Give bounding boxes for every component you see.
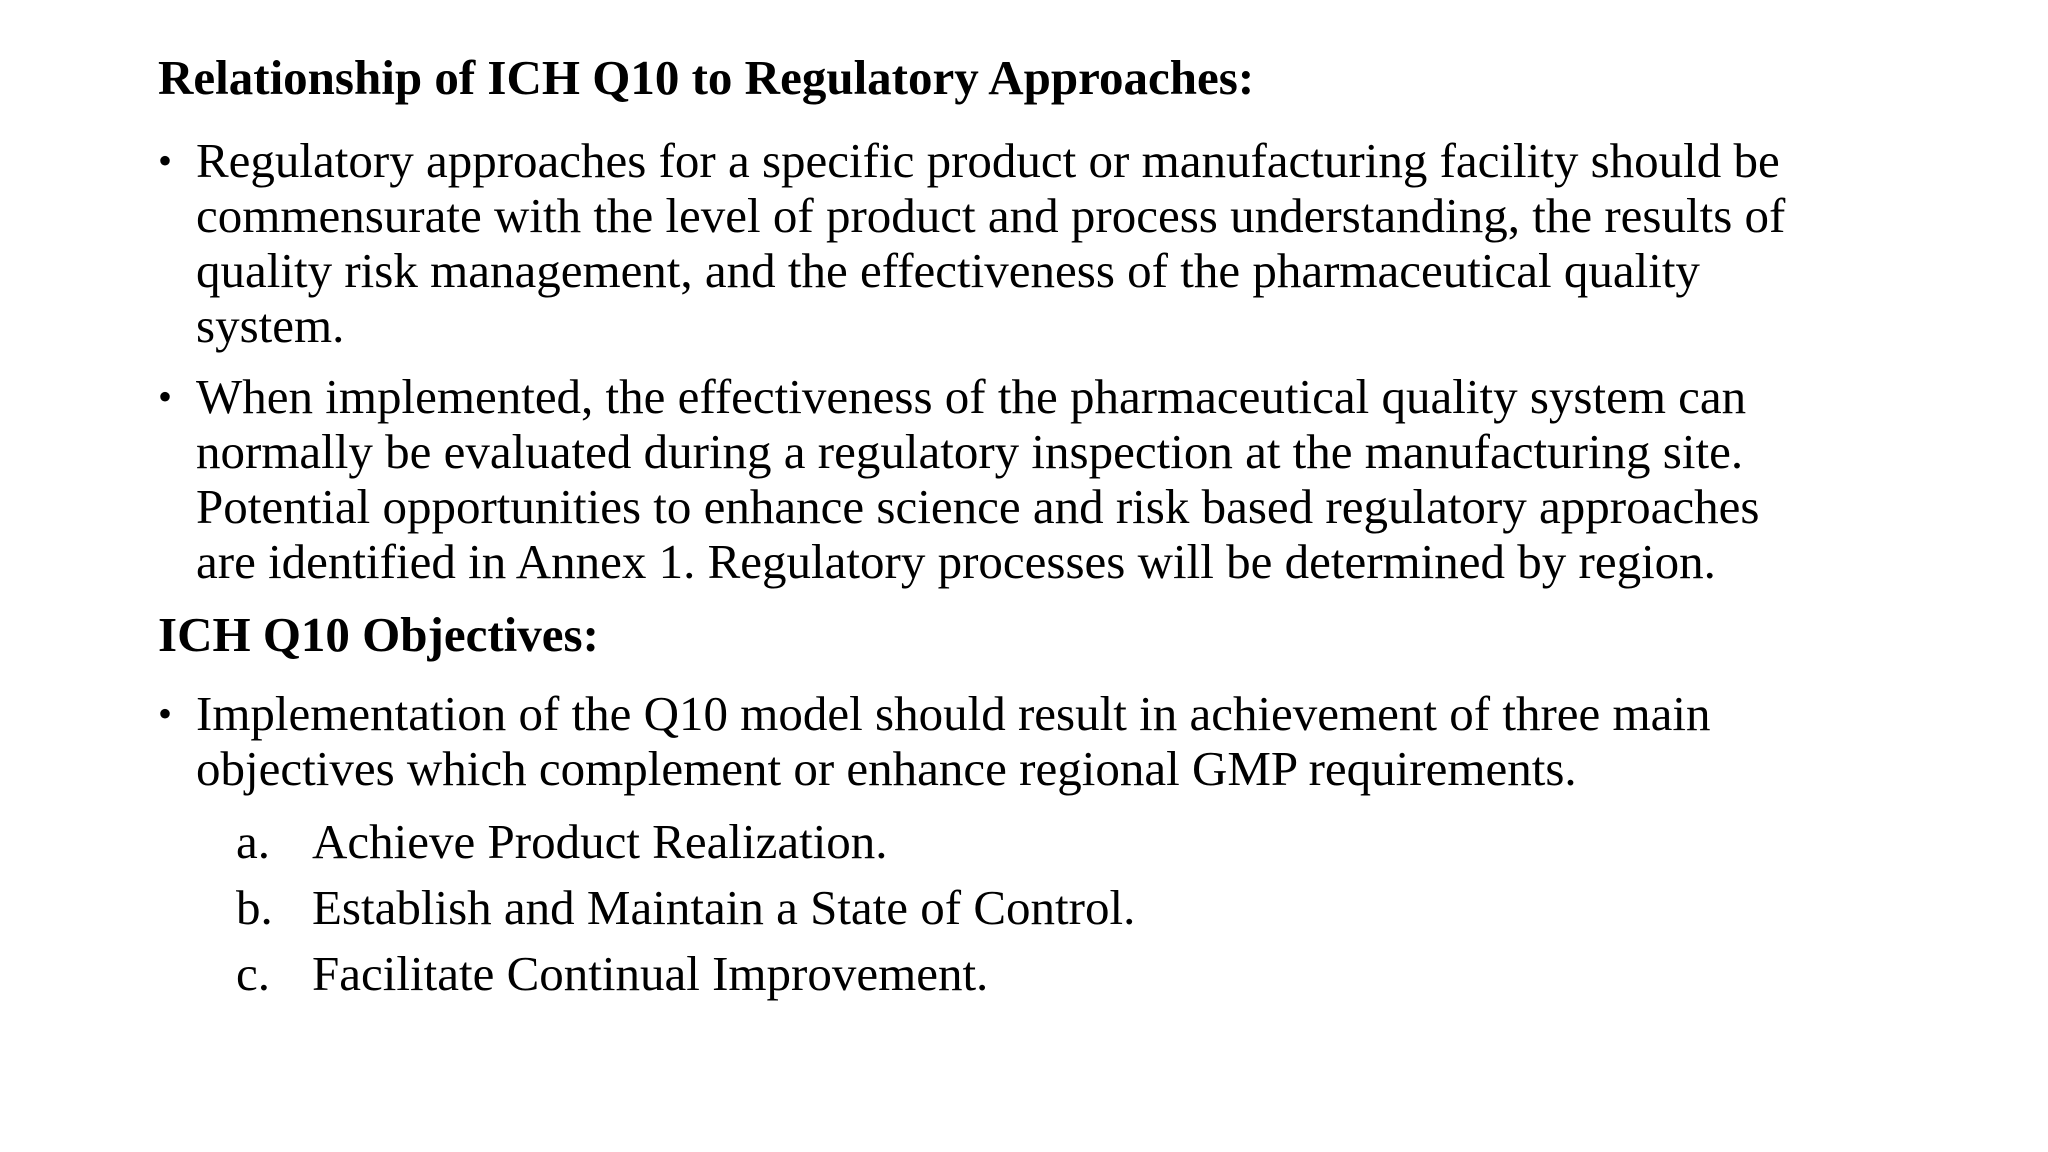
bullet-text-line: Potential opportunities to enhance science and risk based regulatory approaches bbox=[196, 479, 1760, 534]
bullet-dot: • bbox=[158, 374, 173, 419]
bullet-text-line: objectives which complement or enhance regional GMP requirements. bbox=[196, 741, 1577, 796]
slide-content bbox=[158, 48, 1958, 1010]
bullet-dot: • bbox=[158, 138, 173, 183]
bullet-item bbox=[158, 369, 1958, 589]
bullet-text-line: commensurate with the level of product and process understanding, the results of bbox=[196, 188, 1786, 243]
bullet-dot: • bbox=[158, 691, 173, 736]
bullet-text-line: Implementation of the Q10 model should result in achievement of three main bbox=[196, 686, 1711, 741]
objective-text: Facilitate Continual Improvement. bbox=[312, 946, 989, 1001]
objective-marker: b. bbox=[236, 880, 273, 935]
bullet-text-line: system. bbox=[196, 298, 345, 353]
objective-marker: a. bbox=[236, 814, 270, 869]
objective-text: Establish and Maintain a State of Control. bbox=[312, 880, 1136, 935]
bullet-text-line: When implemented, the effectiveness of the pharmaceutical quality system can bbox=[196, 369, 1747, 424]
objective-item bbox=[158, 812, 1958, 878]
section-heading-regulatory-approaches: Relationship of ICH Q10 to Regulatory Approaches: bbox=[158, 50, 1255, 105]
objective-item bbox=[158, 878, 1958, 944]
bullet-text-line: normally be evaluated during a regulatory inspection at the manufacturing site. bbox=[196, 424, 1744, 479]
bullet-text-line: quality risk management, and the effectiveness of the pharmaceutical quality bbox=[196, 243, 1700, 298]
bullet-text-line: are identified in Annex 1. Regulatory processes will be determined by region. bbox=[196, 534, 1716, 589]
section-heading-objectives: ICH Q10 Objectives: bbox=[158, 607, 599, 662]
bullet-item bbox=[158, 133, 1958, 353]
objective-text: Achieve Product Realization. bbox=[312, 814, 888, 869]
objective-marker: c. bbox=[236, 946, 270, 1001]
objectives-list bbox=[158, 812, 1958, 1010]
bullet-item bbox=[158, 686, 1958, 796]
objective-item bbox=[158, 944, 1958, 1010]
bullet-text-line: Regulatory approaches for a specific product or manufacturing facility should be bbox=[196, 133, 1780, 188]
